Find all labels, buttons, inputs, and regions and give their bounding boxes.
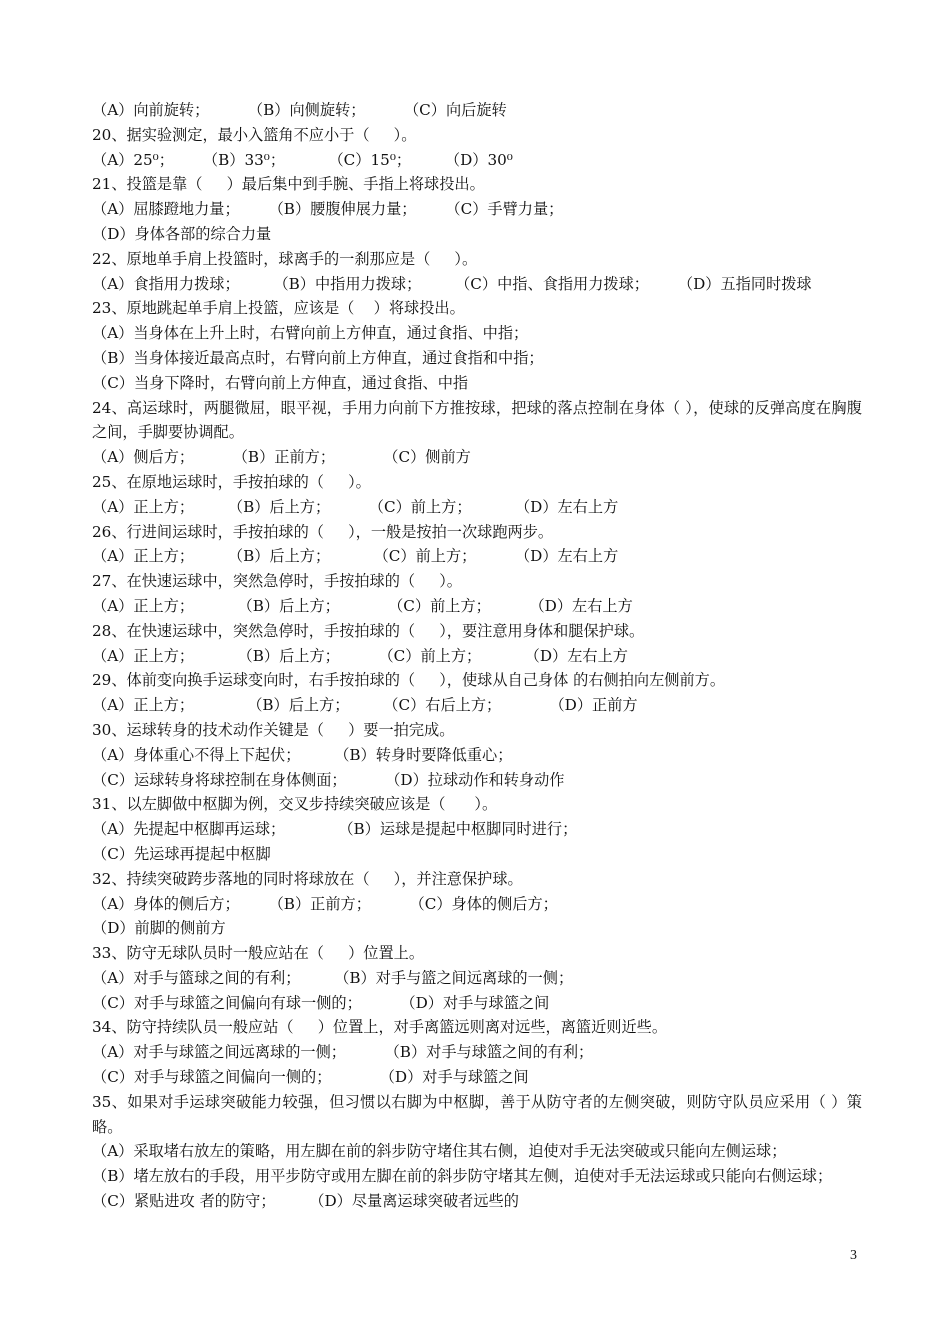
question-20: 20、据实验测定，最小入篮角不应小于（ ）。 — [92, 125, 417, 144]
text-line: （C）运球转身将球控制在身体侧面； （D）拉球动作和转身动作 — [92, 770, 565, 789]
text-line: （D）身体各部的综合力量 — [92, 224, 272, 243]
text-line: （C）紧贴进攻 者的防守； （D）尽量离运球突破者远些的 — [92, 1192, 519, 1211]
text-line: （A）对手与球篮之间远离球的一侧； （B）对手与球篮之间的有利； — [92, 1043, 594, 1062]
page-number: 3 — [850, 1248, 857, 1263]
text-line: （C）对手与球篮之间偏向有球一侧的； （D）对手与球篮之间 — [92, 993, 550, 1012]
text-line: （A）屈膝蹬地力量； （B）腰腹伸展力量； （C）手臂力量； — [92, 200, 564, 219]
text-line: （D）前脚的侧前方 — [92, 919, 226, 938]
question-29: 29、体前变向换手运球变向时，右手按拍球的（ ），使球从自己身体 的右侧拍向左侧前方。 — [92, 671, 726, 690]
text-line: （A）正上方； （B）后上方； （C）右后上方； （D）正前方 — [92, 696, 638, 715]
question-26: 26、行进间运球时，手按拍球的（ ），一般是按拍一次球跑两步。 — [92, 522, 554, 541]
text-line: （A）正上方； （B）后上方； （C）前上方； （D）左右上方 — [92, 497, 619, 516]
text-line: （C）当身下降时，右臂向前上方伸直，通过食指、中指 — [92, 373, 469, 392]
text-line: （A）采取堵右放左的策略，用左脚在前的斜步防守堵住其右侧，迫使对手无法突破或只能向左侧运球； — [92, 1142, 787, 1161]
text-line: （A）食指用力拨球； （B）中指用力拨球； （C）中指、食指用力拨球； （D）五指同时拨球 — [92, 274, 812, 293]
text-line: （A）侧后方； （B）正前方； （C）侧前方 — [92, 448, 471, 467]
question-28: 28、在快速运球中，突然急停时，手按拍球的（ ），要注意用身体和腿保护球。 — [92, 621, 645, 640]
question-27: 27、在快速运球中，突然急停时，手按拍球的（ ）。 — [92, 572, 462, 591]
text-line: （A）当身体在上升上时，右臂向前上方伸直，通过食指、中指； — [92, 324, 529, 343]
text-line: （A）25⁰； （B）33⁰； （C）15⁰； （D）30⁰ — [92, 150, 513, 169]
text-line: （C）先运球再提起中枢脚 — [92, 844, 271, 863]
text-line: （B）堵左放右的手段，用平步防守或用左脚在前的斜步防守堵其左侧，迫使对手无法运球或只能向右侧运球； — [92, 1167, 833, 1186]
text-line: （A）对手与篮球之间的有利； （B）对手与篮之间远离球的一侧； — [92, 968, 574, 987]
text-line: （C）对手与球篮之间偏向一侧的； （D）对手与球篮之间 — [92, 1068, 529, 1087]
text-line: （A）身体的侧后方； （B）正前方； （C）身体的侧后方； — [92, 894, 558, 913]
question-25: 25、在原地运球时，手按拍球的（ ）。 — [92, 472, 371, 491]
question-22: 22、原地单手肩上投篮时，球离手的一刹那应是（ ）。 — [92, 249, 478, 268]
question-23: 23、原地跳起单手肩上投篮，应该是（ ）将球投出。 — [92, 299, 465, 318]
question-35: 35、如果对手运球突破能力较强，但习惯以右脚为中枢脚，善于从防守者的左侧突破，则防守队员应采用（ ）策略。 — [92, 1092, 862, 1136]
question-33: 33、防守无球队员时一般应站在（ ）位置上。 — [92, 944, 425, 963]
question-34: 34、防守持续队员一般应站（ ）位置上，对手离篮远则离对远些，离篮近则近些。 — [92, 1018, 668, 1037]
text-line: （A）先提起中枢脚再运球； （B）运球是提起中枢脚同时进行； — [92, 820, 578, 839]
question-30: 30、运球转身的技术动作关键是（ ）要一拍完成。 — [92, 720, 455, 739]
question-32: 32、持续突破跨步落地的同时将球放在（ ），并注意保护球。 — [92, 869, 523, 888]
text-line: （A）身体重心不得上下起伏； （B）转身时要降低重心； — [92, 745, 513, 764]
question-31: 31、以左脚做中枢脚为例，交叉步持续突破应该是（ ）。 — [92, 795, 498, 814]
document-body — [92, 98, 862, 1214]
text-line: （A）正上方； （B）后上方； （C）前上方； （D）左右上方 — [92, 547, 619, 566]
text-line: （B）当身体接近最高点时，右臂向前上方伸直，通过食指和中指； — [92, 348, 544, 367]
text-line: （A）正上方； （B）后上方； （C）前上方； （D）左右上方 — [92, 646, 628, 665]
text-line: （A）向前旋转； （B）向侧旋转； （C）向后旋转 — [92, 101, 507, 119]
question-21: 21、投篮是靠（ ）最后集中到手腕、手指上将球投出。 — [92, 175, 485, 194]
text-line: （A）正上方； （B）后上方； （C）前上方； （D）左右上方 — [92, 596, 633, 615]
question-24: 24、高运球时，两腿微屈，眼平视，手用力向前下方推按球，把球的落点控制在身体（ ），使球的反弹高度在胸腹之间，手脚要协调配。 — [92, 398, 862, 442]
